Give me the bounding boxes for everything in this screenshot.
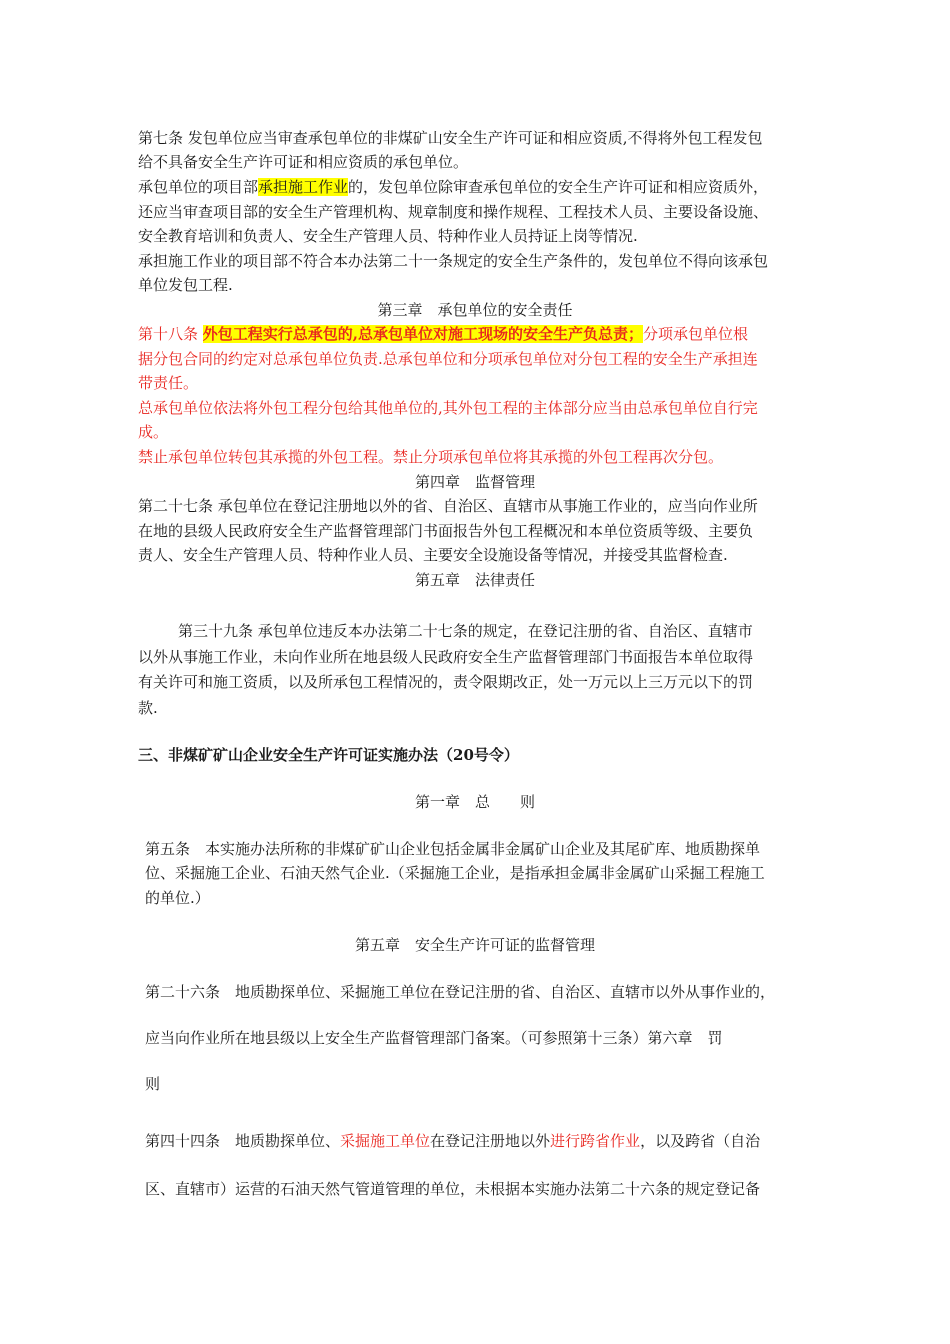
- chapter-3-title: 第三章 承包单位的安全责任: [377, 301, 573, 319]
- article-26-line-2: 应当向作业所在地县级以上安全生产监督管理部门备案。（可参照第十三条）第六章 罚: [145, 1029, 723, 1047]
- highlighted-text: 承担施工作业: [258, 178, 349, 196]
- subcontract-paragraph-line-1: 总承包单位依法将外包工程分包给其他单位的,其外包工程的主体部分应当由总承包单位自行完: [138, 399, 758, 417]
- article-27-line-3: 责人、安全生产管理人员、特种作业人员、主要安全设施设备等情况，并接受其监督检查.: [138, 546, 728, 564]
- article-7-line-1: 第七条 发包单位应当审查承包单位的非煤矿山安全生产许可证和相应资质,不得将外包工程发包: [138, 129, 763, 147]
- article-39-line-3: 有关许可和施工资质，以及所承包工程情况的，责令限期改正，处一万元以上三万元以下的罚: [138, 673, 754, 691]
- article-18-line-3: 带责任。: [138, 374, 199, 392]
- article-5-line-1: 第五条 本实施办法所称的非煤矿矿山企业包括金属非金属矿山企业及其尾矿库、地质勘探单: [145, 840, 761, 858]
- chapter-1-title: 第一章 总 则: [414, 793, 535, 811]
- highlighted-text: 外包工程实行总承包的,总承包单位对施工现场的安全生产负总责；: [202, 325, 644, 343]
- paragraph-conditions-line-1: 承担施工作业的项目部不符合本办法第二十一条规定的安全生产条件的，发包单位不得向该承包: [138, 252, 769, 270]
- prohibition-paragraph: 禁止承包单位转包其承揽的外包工程。禁止分项承包单位将其承揽的外包工程再次分包。: [138, 448, 724, 466]
- article-39-line-1: 第三十九条 承包单位违反本办法第二十七条的规定，在登记注册的省、自治区、直辖市: [178, 622, 753, 640]
- chapter-5-supervision-title: 第五章 安全生产许可证的监督管理: [354, 936, 595, 954]
- paragraph-project-dept-line-1: 承包单位的项目部承担施工作业的，发包单位除审查承包单位的安全生产许可证和相应资质外，: [138, 178, 769, 196]
- article-18-line-1: 第十八条 外包工程实行总承包的,总承包单位对施工现场的安全生产负总责；分项承包单位根: [138, 325, 749, 343]
- paragraph-project-dept-line-3: 安全教育培训和负责人、安全生产管理人员、特种作业人员持证上岗等情况.: [138, 227, 638, 245]
- chapter-4-title: 第四章 监督管理: [414, 473, 535, 491]
- chapter-5-title: 第五章 法律责任: [414, 571, 535, 589]
- paragraph-project-dept-line-2: 还应当审查项目部的安全生产管理机构、规章制度和操作规程、工程技术人员、主要设备设施、: [138, 203, 769, 221]
- article-27-line-2: 在地的县级人民政府安全生产监督管理部门书面报告外包工程概况和本单位资质等级、主要负: [138, 522, 754, 540]
- subcontract-paragraph-line-2: 成。: [138, 423, 169, 441]
- article-18-line-2: 据分包合同的约定对总承包单位负责.总承包单位和分项承包单位对分包工程的安全生产承担连: [138, 350, 758, 368]
- red-text: 采掘施工单位: [340, 1132, 431, 1150]
- section-3-heading: 三、非煤矿矿山企业安全生产许可证实施办法（20号令）: [138, 746, 519, 764]
- article-44-line-2: 区、直辖市）运营的石油天然气管道管理的单位，未根据本实施办法第二十六条的规定登记备: [145, 1180, 761, 1198]
- article-39-line-4: 款.: [138, 699, 158, 717]
- article-26-line-1: 第二十六条 地质勘探单位、采掘施工单位在登记注册的省、自治区、直辖市以外从事作业的，: [145, 983, 776, 1001]
- article-7-line-2: 给不具备安全生产许可证和相应资质的承包单位。: [138, 153, 469, 171]
- article-5-line-2: 位、采掘施工企业、石油天然气企业.（采掘施工企业，是指承担金属非金属矿山采掘工程施工: [145, 864, 765, 882]
- article-5-line-3: 的单位.）: [145, 889, 210, 907]
- article-26-line-3: 则: [145, 1075, 161, 1093]
- paragraph-conditions-line-2: 单位发包工程.: [138, 276, 233, 294]
- article-39-line-2: 以外从事施工作业，未向作业所在地县级人民政府安全生产监督管理部门书面报告本单位取得: [138, 648, 754, 666]
- article-44-line-1: 第四十四条 地质勘探单位、采掘施工单位在登记注册地以外进行跨省作业，以及跨省（自治: [145, 1132, 761, 1150]
- red-text: 进行跨省作业: [550, 1132, 641, 1150]
- article-27-line-1: 第二十七条 承包单位在登记注册地以外的省、自治区、直辖市从事施工作业的，应当向作业所: [138, 497, 758, 515]
